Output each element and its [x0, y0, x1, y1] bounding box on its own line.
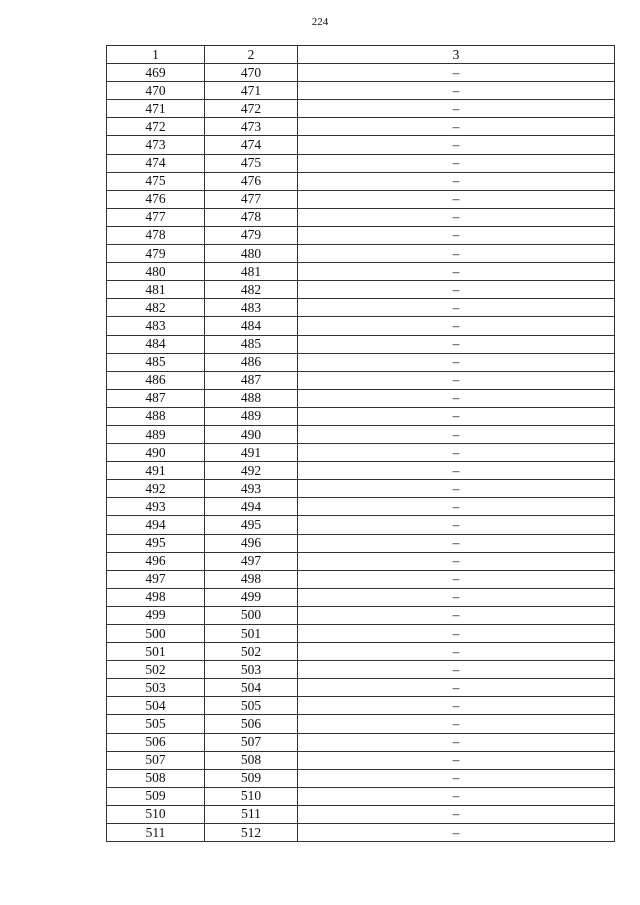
table-row: [107, 715, 615, 733]
table-cell-col-2: 483: [205, 299, 298, 317]
table-cell-col-3: –: [298, 208, 615, 226]
column-header-3: 3: [298, 46, 615, 64]
table-cell-col-2: 504: [205, 679, 298, 697]
table-row: [107, 136, 615, 154]
table-cell-col-2: 472: [205, 100, 298, 118]
table-row: [107, 534, 615, 552]
table-cell-col-1: 502: [107, 661, 205, 679]
table-cell-col-3: –: [298, 625, 615, 643]
table-cell-col-3: –: [298, 172, 615, 190]
table-cell-col-3: –: [298, 769, 615, 787]
table-body: [107, 64, 615, 842]
table-cell-col-3: –: [298, 154, 615, 172]
table-cell-col-3: –: [298, 824, 615, 842]
table-cell-col-1: 472: [107, 118, 205, 136]
table-row: [107, 425, 615, 443]
table-cell-col-1: 489: [107, 425, 205, 443]
table-row: [107, 172, 615, 190]
table-row: [107, 190, 615, 208]
table-row: [107, 787, 615, 805]
table-cell-col-1: 484: [107, 335, 205, 353]
table-cell-col-1: 507: [107, 751, 205, 769]
table-cell-col-2: 481: [205, 263, 298, 281]
table-cell-col-2: 511: [205, 805, 298, 823]
table-cell-col-1: 490: [107, 444, 205, 462]
table-cell-col-2: 490: [205, 425, 298, 443]
table-cell-col-2: 493: [205, 480, 298, 498]
table-cell-col-2: 489: [205, 407, 298, 425]
table-cell-col-3: –: [298, 552, 615, 570]
table-cell-col-3: –: [298, 425, 615, 443]
table-cell-col-3: –: [298, 715, 615, 733]
table-cell-col-3: –: [298, 136, 615, 154]
table-cell-col-2: 497: [205, 552, 298, 570]
table-cell-col-3: –: [298, 606, 615, 624]
table-cell-col-3: –: [298, 353, 615, 371]
table-row: [107, 679, 615, 697]
table-row: [107, 824, 615, 842]
table-cell-col-1: 503: [107, 679, 205, 697]
data-table: [106, 45, 615, 842]
table-cell-col-2: 509: [205, 769, 298, 787]
table-row: [107, 335, 615, 353]
table-cell-col-3: –: [298, 570, 615, 588]
table-cell-col-3: –: [298, 317, 615, 335]
table-cell-col-3: –: [298, 787, 615, 805]
table-cell-col-1: 470: [107, 82, 205, 100]
table-cell-col-2: 486: [205, 353, 298, 371]
table-row: [107, 263, 615, 281]
table-cell-col-1: 478: [107, 226, 205, 244]
table-row: [107, 606, 615, 624]
table-cell-col-2: 487: [205, 371, 298, 389]
table-row: [107, 389, 615, 407]
table-cell-col-3: –: [298, 751, 615, 769]
table-cell-col-1: 498: [107, 588, 205, 606]
table-cell-col-1: 479: [107, 245, 205, 263]
table-cell-col-2: 506: [205, 715, 298, 733]
table-cell-col-2: 475: [205, 154, 298, 172]
table-cell-col-2: 494: [205, 498, 298, 516]
table-cell-col-1: 486: [107, 371, 205, 389]
table-cell-col-3: –: [298, 335, 615, 353]
table-cell-col-3: –: [298, 371, 615, 389]
table-cell-col-1: 499: [107, 606, 205, 624]
table-cell-col-1: 493: [107, 498, 205, 516]
table-cell-col-3: –: [298, 263, 615, 281]
table-row: [107, 498, 615, 516]
table-cell-col-3: –: [298, 64, 615, 82]
table-row: [107, 516, 615, 534]
table-row: [107, 480, 615, 498]
table-cell-col-1: 492: [107, 480, 205, 498]
table-cell-col-3: –: [298, 697, 615, 715]
table-cell-col-2: 510: [205, 787, 298, 805]
table-cell-col-3: –: [298, 444, 615, 462]
table-cell-col-1: 495: [107, 534, 205, 552]
table-cell-col-2: 474: [205, 136, 298, 154]
table-cell-col-2: 491: [205, 444, 298, 462]
table-cell-col-2: 496: [205, 534, 298, 552]
table-row: [107, 64, 615, 82]
table-row: [107, 661, 615, 679]
table-cell-col-2: 498: [205, 570, 298, 588]
table-cell-col-2: 477: [205, 190, 298, 208]
table-cell-col-1: 494: [107, 516, 205, 534]
table-cell-col-1: 488: [107, 407, 205, 425]
table-cell-col-1: 482: [107, 299, 205, 317]
table-row: [107, 407, 615, 425]
table-cell-col-3: –: [298, 190, 615, 208]
table-cell-col-1: 497: [107, 570, 205, 588]
table-cell-col-1: 504: [107, 697, 205, 715]
table-cell-col-2: 485: [205, 335, 298, 353]
table-cell-col-2: 492: [205, 462, 298, 480]
table-cell-col-2: 480: [205, 245, 298, 263]
table-cell-col-2: 505: [205, 697, 298, 715]
table-cell-col-2: 476: [205, 172, 298, 190]
table-cell-col-3: –: [298, 534, 615, 552]
table-row: [107, 444, 615, 462]
table-cell-col-1: 480: [107, 263, 205, 281]
table-row: [107, 805, 615, 823]
column-header-1: 1: [107, 46, 205, 64]
table-row: [107, 299, 615, 317]
table-cell-col-2: 482: [205, 281, 298, 299]
table-row: [107, 245, 615, 263]
table-cell-col-3: –: [298, 643, 615, 661]
table-cell-col-2: 502: [205, 643, 298, 661]
table-cell-col-3: –: [298, 733, 615, 751]
table-cell-col-2: 508: [205, 751, 298, 769]
table-cell-col-1: 510: [107, 805, 205, 823]
table-row: [107, 208, 615, 226]
table-cell-col-1: 505: [107, 715, 205, 733]
table-cell-col-1: 473: [107, 136, 205, 154]
table-row: [107, 226, 615, 244]
table-cell-col-1: 475: [107, 172, 205, 190]
column-header-2: 2: [205, 46, 298, 64]
table-row: [107, 769, 615, 787]
table-row: [107, 751, 615, 769]
table-row: [107, 643, 615, 661]
table-row: [107, 570, 615, 588]
table-row: [107, 625, 615, 643]
table-row: [107, 82, 615, 100]
table-cell-col-1: 485: [107, 353, 205, 371]
table-row: [107, 100, 615, 118]
table-cell-col-1: 474: [107, 154, 205, 172]
table-cell-col-3: –: [298, 299, 615, 317]
table-cell-col-2: 478: [205, 208, 298, 226]
table-row: [107, 371, 615, 389]
table-row: [107, 552, 615, 570]
table-cell-col-2: 484: [205, 317, 298, 335]
table-cell-col-1: 469: [107, 64, 205, 82]
page-number: 224: [311, 16, 329, 28]
table-cell-col-3: –: [298, 100, 615, 118]
table-cell-col-1: 508: [107, 769, 205, 787]
table-row: [107, 588, 615, 606]
table-cell-col-1: 500: [107, 625, 205, 643]
table-cell-col-2: 503: [205, 661, 298, 679]
table-cell-col-2: 470: [205, 64, 298, 82]
table-cell-col-3: –: [298, 679, 615, 697]
table-cell-col-1: 477: [107, 208, 205, 226]
table-cell-col-3: –: [298, 480, 615, 498]
table-cell-col-2: 488: [205, 389, 298, 407]
table-row: [107, 462, 615, 480]
table-cell-col-3: –: [298, 281, 615, 299]
table-row: [107, 697, 615, 715]
table-cell-col-3: –: [298, 82, 615, 100]
table-cell-col-3: –: [298, 118, 615, 136]
table-cell-col-3: –: [298, 389, 615, 407]
table-cell-col-1: 511: [107, 824, 205, 842]
table-cell-col-2: 501: [205, 625, 298, 643]
table-cell-col-1: 491: [107, 462, 205, 480]
table-header: [107, 46, 615, 64]
table-cell-col-2: 500: [205, 606, 298, 624]
table-cell-col-1: 506: [107, 733, 205, 751]
table-cell-col-3: –: [298, 661, 615, 679]
table-cell-col-3: –: [298, 407, 615, 425]
table-cell-col-2: 479: [205, 226, 298, 244]
table-cell-col-2: 499: [205, 588, 298, 606]
table-cell-col-2: 512: [205, 824, 298, 842]
table-row: [107, 317, 615, 335]
table-cell-col-3: –: [298, 245, 615, 263]
table-cell-col-3: –: [298, 805, 615, 823]
table-cell-col-1: 509: [107, 787, 205, 805]
table-cell-col-1: 483: [107, 317, 205, 335]
table-cell-col-3: –: [298, 516, 615, 534]
table-cell-col-3: –: [298, 498, 615, 516]
table-cell-col-3: –: [298, 588, 615, 606]
table-row: [107, 154, 615, 172]
table-cell-col-2: 495: [205, 516, 298, 534]
table-cell-col-1: 496: [107, 552, 205, 570]
table-row: [107, 118, 615, 136]
table-row: [107, 733, 615, 751]
table-row: [107, 281, 615, 299]
table-cell-col-1: 501: [107, 643, 205, 661]
table-cell-col-1: 487: [107, 389, 205, 407]
table-header-row: [107, 46, 615, 64]
table-cell-col-3: –: [298, 226, 615, 244]
table-cell-col-2: 473: [205, 118, 298, 136]
table-cell-col-1: 471: [107, 100, 205, 118]
table-cell-col-3: –: [298, 462, 615, 480]
table-row: [107, 353, 615, 371]
table-cell-col-2: 507: [205, 733, 298, 751]
table-cell-col-1: 476: [107, 190, 205, 208]
table-cell-col-2: 471: [205, 82, 298, 100]
table-cell-col-1: 481: [107, 281, 205, 299]
